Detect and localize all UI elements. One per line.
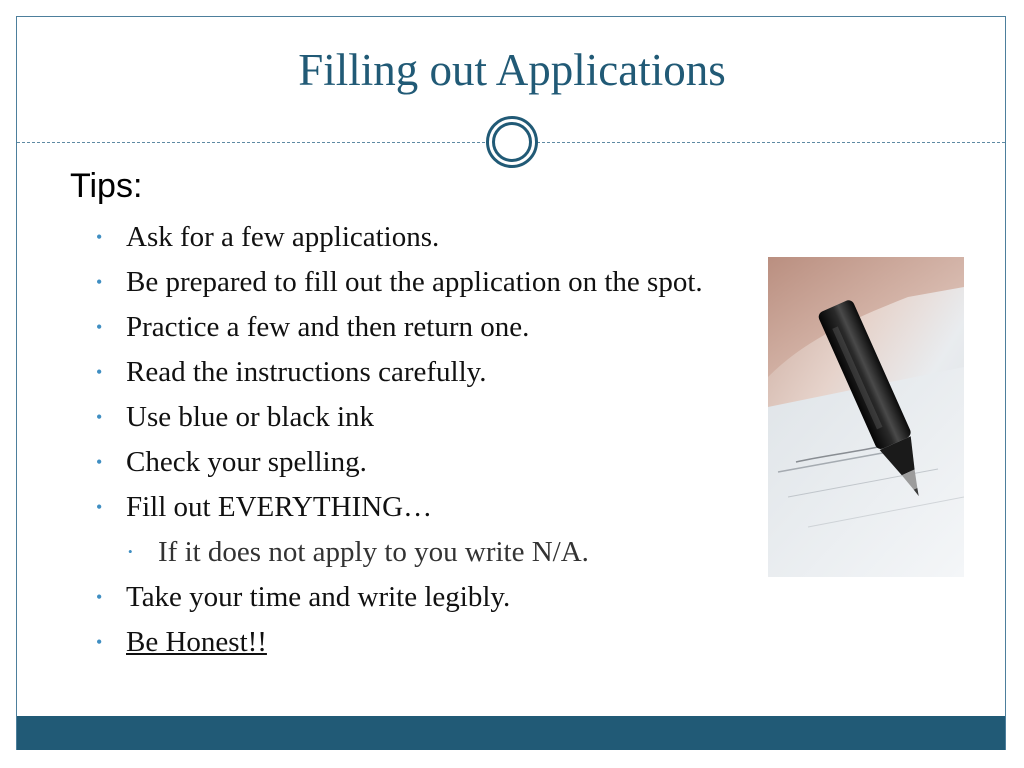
bullet-icon: • (96, 227, 103, 247)
slide-title: Filling out Applications (298, 45, 726, 95)
tip-item (96, 578, 756, 616)
tip-text-underlined: Be Honest!! (126, 626, 267, 658)
tip-item (96, 218, 756, 256)
tips-heading: Tips: (70, 167, 143, 205)
tip-item (96, 398, 756, 436)
tip-subitem (96, 533, 756, 571)
bullet-icon: • (96, 497, 103, 517)
tip-subtext: If it does not apply to you write N/A. (158, 536, 589, 568)
tip-item (96, 623, 756, 661)
bullet-icon: • (96, 587, 103, 607)
tip-text: Check your spelling. (126, 446, 367, 478)
tip-text: Ask for a few applications. (126, 221, 440, 253)
tip-text: Use blue or black ink (126, 401, 375, 433)
pen-writing-photo (768, 257, 964, 577)
tip-item (96, 263, 756, 301)
divider-ring-icon (486, 116, 538, 168)
tip-text: Fill out EVERYTHING… (126, 491, 433, 523)
bullet-icon: • (96, 317, 103, 337)
footer-bar (17, 716, 1005, 750)
bullet-icon: • (96, 632, 103, 652)
tips-list (96, 218, 756, 668)
bullet-icon: • (96, 272, 103, 292)
tip-item (96, 308, 756, 346)
tip-text: Be prepared to fill out the application on the spot. (126, 266, 703, 298)
bullet-icon: • (96, 407, 103, 427)
bullet-icon: • (96, 452, 103, 472)
tip-text: Practice a few and then return one. (126, 311, 530, 343)
tip-text: Read the instructions carefully. (126, 356, 487, 388)
tip-item (96, 488, 756, 526)
divider-ring-inner (492, 122, 532, 162)
tip-text: Take your time and write legibly. (126, 581, 511, 613)
tip-item (96, 353, 756, 391)
bullet-icon: • (96, 362, 103, 382)
tip-item (96, 443, 756, 481)
sub-bullet-icon: • (128, 544, 133, 559)
